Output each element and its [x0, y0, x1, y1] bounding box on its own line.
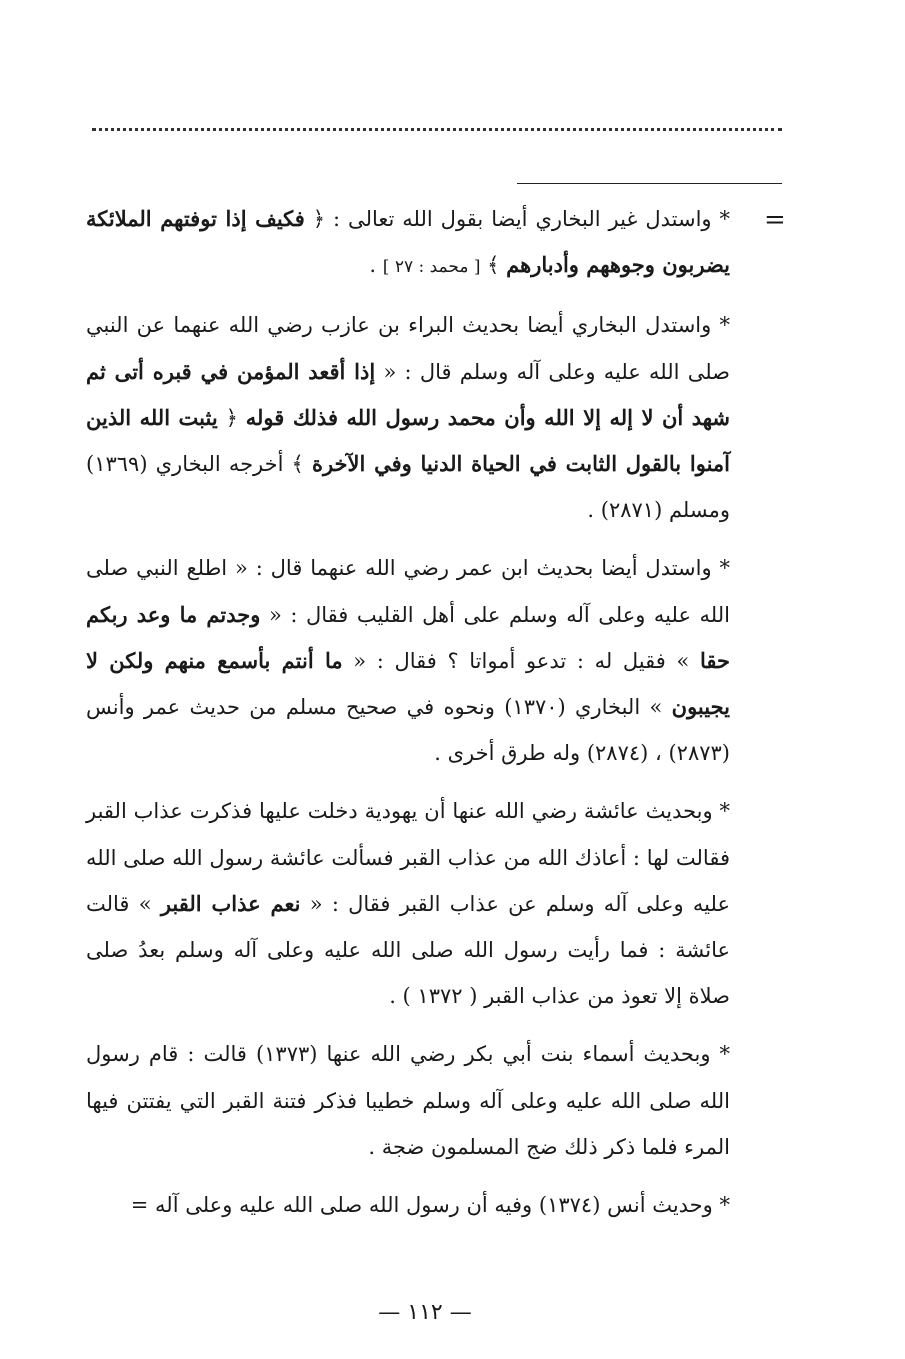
verse-citation: [ محمد : ٢٧ ] [382, 257, 481, 278]
footnote-paragraph [86, 1182, 730, 1228]
hadith-quote: ما أنتم بأسمع منهم ولكن لا يجيبون [86, 647, 731, 720]
hadith-quote: وجدتم ما وعد ربكم حقا [86, 601, 730, 673]
text-run: » البخاري (١٣٧٠) ونحوه في صحيح مسلم من حديث عمر وأنس (٢٨٧٣) ، (٢٨٧٤) وله طرق أخرى . [86, 695, 730, 766]
text-run: * واستدل البخاري أيضا بحديث البراء بن عازب رضي الله عنهما عن النبي صلى الله عليه وعلى آله وسلم قال : « [86, 313, 730, 384]
text-run: ﴿ [217, 405, 246, 430]
text-run: * واستدل أيضا بحديث ابن عمر رضي الله عنهما قال : « اطلع النبي صلى الله عليه وعلى آله وسلم على أهل القليب فقال : « [86, 556, 730, 627]
text-run: . [369, 253, 383, 278]
text-run: * واستدل غير البخاري أيضا بقول الله تعالى : ﴿ [304, 207, 730, 231]
footnote-separator-rule [517, 183, 782, 184]
text-run: » قالت عائشة : فما رأيت رسول الله صلى الله عليه وعلى آله وسلم بعدُ صلى صلاة إلا تعوذ من عذاب القبر ( ١٣٧٢ ) . [86, 891, 730, 1009]
hadith-quote: نعم عذاب القبر [160, 890, 301, 916]
text-run: » فقيل له : تدعو أمواتا ؟ فقال : « [342, 648, 700, 673]
footnote-paragraph [86, 302, 730, 533]
footnote-paragraph [86, 788, 730, 1019]
footnote-body [86, 196, 730, 1228]
text-run: ﴾ [480, 253, 507, 278]
quran-quote: فكيف إذا توفتهم الملائكة يضربون وجوههم وأدبارهم [86, 206, 730, 278]
page-number: — ١١٢ — [378, 1300, 472, 1325]
text-run: ﴾ أخرجه البخاري (١٣٦٩) ومسلم (٢٨٧١) . [86, 452, 730, 523]
footnote-paragraph [86, 545, 730, 776]
footnote-paragraph [86, 1031, 730, 1170]
continuation-mark: = [764, 205, 786, 235]
hadith-quote: إذا أقعد المؤمن في قبره أتى ثم شهد أن لا إله إلا الله وأن محمد رسول الله فذلك قوله [86, 358, 731, 430]
text-run: * وحديث أنس (١٣٧٤) وفيه أن رسول الله صلى الله عليه وعلى آله = [130, 1193, 730, 1218]
dotted-separator [92, 128, 782, 131]
footnote-paragraph [86, 196, 730, 290]
quran-quote: يثبت الله الذين آمنوا بالقول الثابت في الحياة الدنيا وفي الآخرة [86, 404, 730, 477]
text-run: * وبحديث عائشة رضي الله عنها أن يهودية دخلت عليها فذكرت عذاب القبر فقالت لها : أعاذك الله من عذاب القبر فسألت عائشة رسول الله صلى الله عليه وعلى آله وسلم عن عذاب القبر فقال : « [86, 799, 731, 916]
text-run: * وبحديث أسماء بنت أبي بكر رضي الله عنها (١٣٧٣) قالت : قام رسول الله صلى الله عليه وعلى آله وسلم خطيبا فذكر فتنة القبر التي يفتتن فيها المرء فلما ذكر ذلك ضج المسلمون ضجة . [86, 1042, 730, 1159]
